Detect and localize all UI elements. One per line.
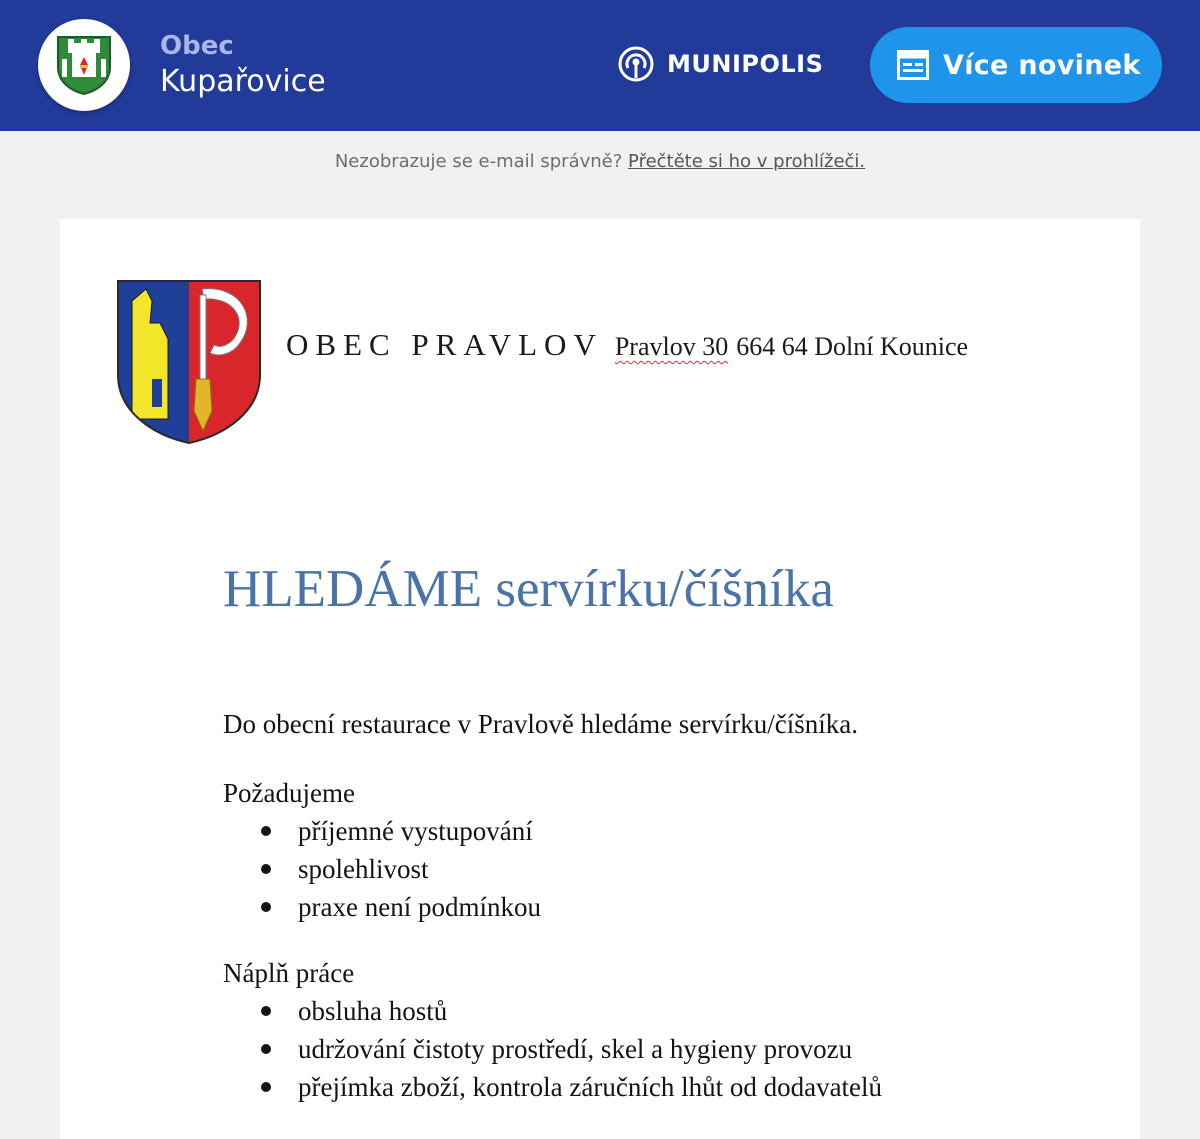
notice-text: Nezobrazuje se e-mail správně? [334, 151, 623, 172]
pravlov-coat-of-arms-icon [116, 279, 262, 445]
municipality-name: Kupařovice [160, 64, 326, 99]
municipality-crest-icon [54, 33, 114, 95]
list-item [223, 992, 1103, 1030]
requirements-heading: Požadujeme [223, 778, 355, 808]
bullet-icon [261, 1006, 271, 1016]
list-item-text: obsluha hostů [298, 996, 448, 1026]
list-item-text: udržování čistoty prostředí, skel a hygieny provozu [298, 1034, 853, 1064]
list-item-text: přejímka zboží, kontrola záručních lhůt od dodavatelů [298, 1072, 883, 1102]
address-street: Pravlov 30 [614, 332, 729, 361]
bullet-icon [261, 826, 271, 836]
municipality-logo[interactable] [38, 19, 130, 111]
email-header [0, 0, 1200, 131]
job-description [223, 709, 1103, 1134]
address-city: 664 64 Dolní Kounice [736, 332, 969, 361]
requirements-list [223, 812, 1103, 926]
list-item [223, 1030, 1103, 1068]
more-news-button[interactable] [870, 27, 1162, 103]
bullet-icon [261, 902, 271, 912]
munipolis-logo[interactable] [617, 44, 823, 84]
newspaper-icon [897, 50, 929, 80]
duties-heading: Náplň práce [223, 958, 355, 988]
munipolis-label: MUNIPOLIS [667, 50, 824, 78]
more-news-label: Více novinek [943, 49, 1141, 81]
list-item [223, 850, 1103, 888]
intro-text: Do obecní restaurace v Pravlově hledáme servírku/číšníka. [223, 709, 859, 739]
list-item-text: spolehlivost [298, 854, 429, 884]
view-in-browser-link[interactable]: Přečtěte si ho v prohlížeči. [628, 151, 866, 172]
browser-view-notice [0, 151, 1200, 172]
letterhead [286, 327, 968, 363]
signal-broadcast-icon [617, 45, 655, 83]
job-title: HLEDÁME servírku/číšníka [223, 560, 834, 618]
list-item [223, 812, 1103, 850]
bullet-icon [261, 1082, 271, 1092]
bullet-icon [261, 864, 271, 874]
brand-label: Obec [160, 31, 234, 61]
org-name: OBEC PRAVLOV [286, 327, 603, 362]
bullet-icon [261, 1044, 271, 1054]
list-item-text: praxe není podmínkou [298, 892, 541, 922]
list-item [223, 888, 1103, 926]
list-item [223, 1068, 1103, 1106]
content-card [60, 219, 1140, 1139]
duties-list [223, 992, 1103, 1106]
list-item-text: příjemné vystupování [298, 816, 533, 846]
